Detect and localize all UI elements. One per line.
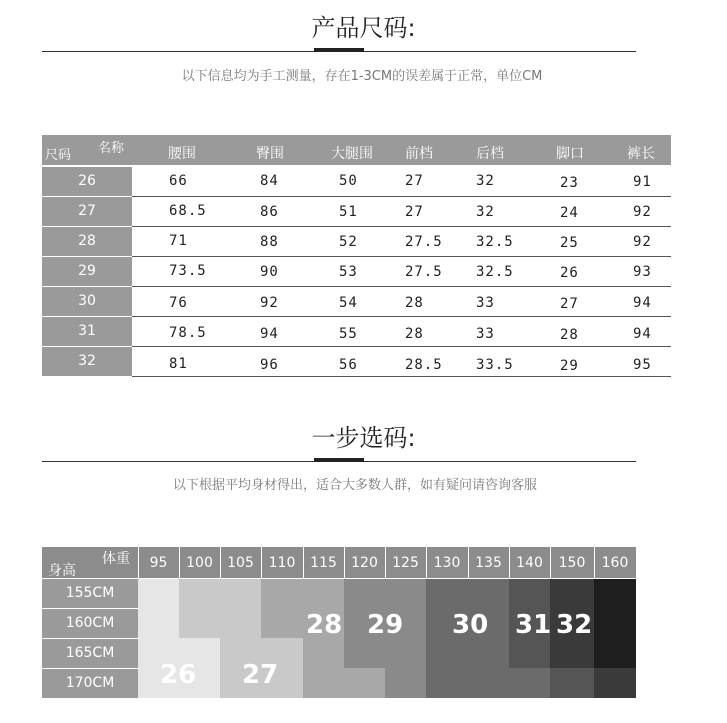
table-cell: 29 — [560, 358, 579, 374]
table-cell: 51 — [339, 204, 358, 220]
weight-label: 95 — [149, 555, 168, 571]
table-cell: 28 — [560, 327, 579, 343]
row-size-label: 28 — [42, 227, 132, 256]
table-cell: 27 — [560, 296, 579, 312]
size-region-27 — [179, 579, 220, 638]
size-chooser-grid — [42, 547, 636, 698]
weight-label: 130 — [433, 555, 461, 571]
height-label: 160CM — [42, 609, 138, 638]
height-label: 155CM — [42, 579, 138, 608]
weight-label: 100 — [186, 555, 213, 571]
table-row — [42, 197, 671, 227]
weight-label: 140 — [516, 555, 543, 571]
table-cell: 27 — [405, 204, 424, 220]
table-cell: 94 — [260, 326, 279, 342]
table-cell: 94 — [633, 326, 652, 342]
table-row — [42, 227, 671, 257]
table-cell: 32 — [476, 204, 495, 220]
weight-label: 160 — [601, 555, 629, 571]
row-size-label: 31 — [42, 317, 132, 346]
size-region-32 — [594, 668, 636, 698]
size-27-label: 27 — [242, 660, 279, 690]
size-28-label: 28 — [306, 610, 343, 640]
table-cell: 23 — [560, 175, 579, 191]
table-cell: 93 — [633, 264, 652, 280]
row-size-label: 26 — [42, 167, 132, 196]
table-cell: 27.5 — [405, 264, 443, 280]
weight-label: 150 — [558, 555, 586, 571]
section2-note: 以下根据平均身材得出，适合大多数人群，如有疑问请咨询客服 — [172, 478, 537, 493]
weight-label: 125 — [392, 555, 419, 571]
row-size-label: 32 — [42, 347, 132, 376]
row-size-label: 30 — [42, 287, 132, 316]
col-thigh: 大腿围 — [331, 146, 373, 162]
table-cell: 95 — [633, 357, 652, 373]
weight-label: 115 — [310, 555, 337, 571]
height-label: 165CM — [42, 639, 138, 668]
section2-divider-accent — [314, 458, 364, 462]
table-cell: 55 — [339, 326, 358, 342]
table-cell: 32.5 — [476, 234, 514, 250]
table-cell: 71 — [169, 233, 188, 249]
table-cell: 84 — [260, 173, 279, 189]
size-30-label: 30 — [452, 610, 489, 640]
table-cell: 24 — [560, 205, 579, 221]
row-divider — [132, 376, 671, 377]
table-cell: 52 — [339, 234, 358, 250]
table-cell: 88 — [260, 234, 279, 250]
corner-name-label: 名称 — [97, 141, 124, 156]
col-waist: 腰围 — [168, 146, 196, 162]
table-cell: 94 — [633, 295, 652, 311]
weight-label: 135 — [475, 555, 502, 571]
table-cell: 92 — [633, 234, 652, 250]
table-cell: 28.5 — [405, 357, 443, 373]
col-back-rise: 后档 — [476, 146, 504, 162]
table-row — [42, 167, 671, 197]
table-row — [42, 257, 671, 287]
corner-weight-label: 体重 — [102, 551, 130, 567]
table-cell: 76 — [169, 295, 188, 311]
table-cell: 26 — [560, 265, 579, 281]
table-cell: 33.5 — [476, 357, 514, 373]
size-region-dark — [594, 579, 636, 668]
col-front-rise: 前档 — [405, 146, 433, 162]
table-cell: 91 — [633, 174, 652, 190]
weight-label: 105 — [227, 555, 254, 571]
table-cell: 27.5 — [405, 234, 443, 250]
table-cell: 54 — [339, 295, 358, 311]
table-cell: 81 — [169, 356, 188, 372]
table-cell: 27 — [405, 173, 424, 189]
section1-title: 产品尺码: — [311, 14, 416, 42]
table-row — [42, 287, 671, 317]
table-cell: 78.5 — [169, 325, 207, 341]
table-row — [42, 347, 671, 377]
weight-label: 120 — [351, 555, 378, 571]
size-region-28 — [303, 668, 344, 698]
size-32-label: 32 — [556, 610, 593, 640]
table-cell: 92 — [260, 295, 279, 311]
corner-height-label: 身高 — [48, 563, 76, 579]
col-hip: 臀围 — [256, 146, 284, 162]
col-leg-opening: 脚口 — [556, 146, 584, 162]
table-cell: 33 — [476, 326, 495, 342]
size-table-corner — [42, 135, 132, 165]
section2-title: 一步选码: — [311, 424, 416, 452]
table-cell: 28 — [405, 295, 424, 311]
size-region-31 — [550, 668, 594, 698]
row-size-label: 29 — [42, 257, 132, 286]
section1-divider-accent — [314, 48, 364, 52]
table-cell: 56 — [339, 357, 358, 373]
size-region-28 — [344, 668, 385, 698]
row-size-label: 27 — [42, 197, 132, 226]
table-cell: 68.5 — [169, 203, 207, 219]
section1-note: 以下信息均为手工测量，存在1-3CM的误差属于正常，单位CM — [181, 69, 543, 84]
table-cell: 32.5 — [476, 264, 514, 280]
size-29-label: 29 — [367, 610, 404, 640]
height-label: 170CM — [42, 669, 138, 698]
size-26-label: 26 — [160, 660, 197, 690]
table-cell: 96 — [260, 357, 279, 373]
size-region-30 — [509, 668, 550, 698]
table-cell: 73.5 — [169, 263, 207, 279]
table-cell: 53 — [339, 264, 358, 280]
table-cell: 25 — [560, 235, 579, 251]
table-cell: 66 — [169, 173, 188, 189]
weight-label: 110 — [268, 555, 296, 571]
table-cell: 32 — [476, 173, 495, 189]
table-cell: 50 — [339, 173, 358, 189]
table-cell: 90 — [260, 264, 279, 280]
table-row — [42, 317, 671, 347]
corner-size-label: 尺码 — [45, 148, 72, 163]
size-region-28 — [261, 579, 303, 638]
table-cell: 28 — [405, 326, 424, 342]
table-cell: 33 — [476, 295, 495, 311]
table-cell: 86 — [260, 204, 279, 220]
table-cell: 92 — [633, 204, 652, 220]
col-length: 裤长 — [627, 146, 655, 162]
size-31-label: 31 — [515, 610, 552, 640]
